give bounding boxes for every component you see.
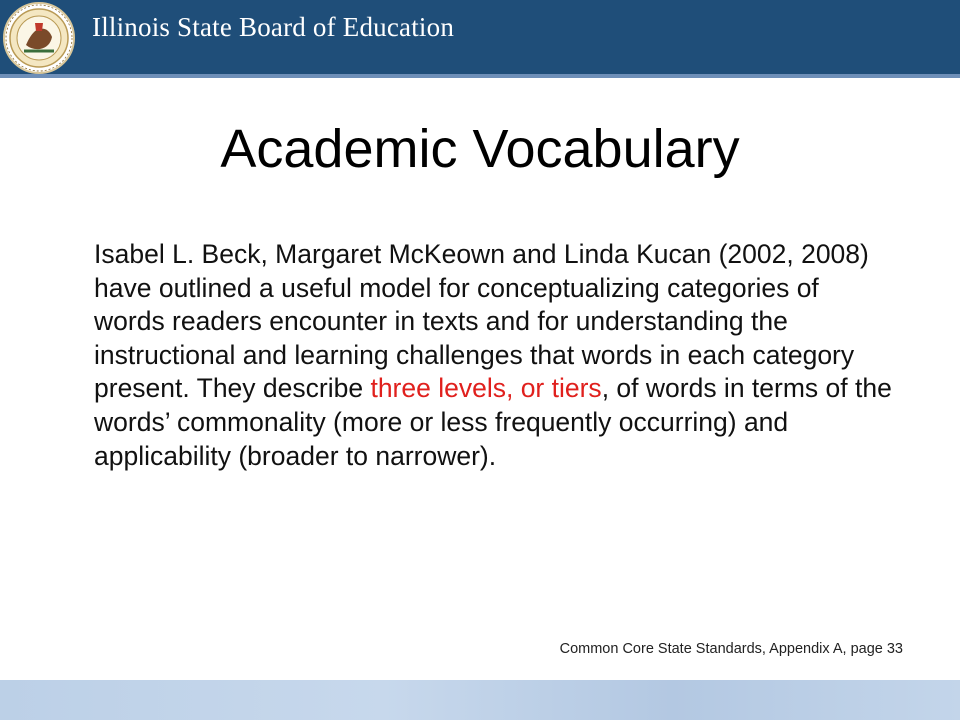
body-text-start: Isabel L. Beck, Margaret McKeown and Linda Kucan (2002, 2008) have outlined a useful model for conceptualizing categories of words readers encounter in texts and for understanding the instructional and learning challenges that words in each category present. They describe bbox=[94, 239, 869, 404]
highlighted-phrase: three levels, or tiers bbox=[370, 373, 602, 404]
footer-bar bbox=[0, 680, 960, 720]
slide-body-text bbox=[94, 238, 894, 473]
citation-text: Common Core State Standards, Appendix A, page 33 bbox=[559, 641, 903, 657]
header-bar bbox=[0, 0, 960, 78]
slide-title: Academic Vocabulary bbox=[220, 119, 740, 179]
state-seal-icon bbox=[2, 1, 76, 75]
organization-title: Illinois State Board of Education bbox=[92, 12, 455, 42]
body-text-end: , of words in terms of the words’ commonality (more or less frequently occurring) and applicability (broader to narrower). bbox=[94, 373, 892, 471]
